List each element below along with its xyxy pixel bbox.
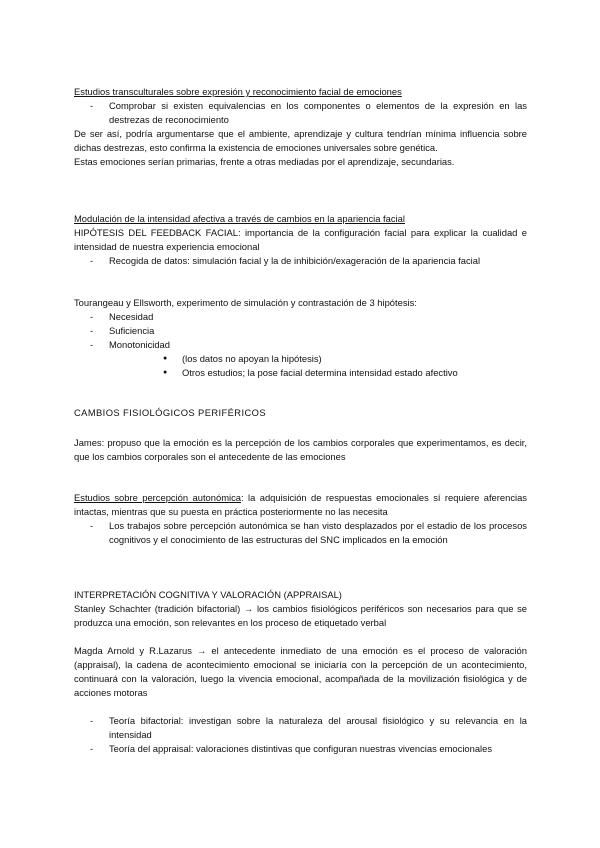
list-item: - Necesidad xyxy=(74,310,527,324)
autonomica-title: Estudios sobre percepción autonómica xyxy=(74,492,241,503)
paragraph-autonomica xyxy=(74,491,527,519)
paragraph-tourangeau: Tourangeau y Ellsworth, experimento de simulación y contrastación de 3 hipótesis: xyxy=(74,297,417,308)
paragraph-primary-emotions: Estas emociones serían primarias, frente a otras mediadas por el aprendizaje, secundarias. xyxy=(74,156,455,167)
section-tourangeau xyxy=(74,296,527,380)
section-heading-modulacion: Modulación de la intensidad afectiva a través de cambios en la apariencia facial xyxy=(74,213,405,224)
paragraph-universal-emotions: De ser así, podría argumentarse que el ambiente, aprendizaje y cultura tendrían mínima influencia sobre dichas destrezas, esto confirma la existencia de emociones universales sobre genética. xyxy=(74,128,527,153)
section-heading-fisiologicos: CAMBIOS FISIOLÓGICOS PERIFÉRICOS xyxy=(74,407,266,418)
list-item: - Teoría del appraisal: valoraciones distintivas que configuran nuestras vivencias emocionales xyxy=(74,742,527,756)
list-item: - Los trabajos sobre percepción autonómica se han visto desplazados por el estadio de los procesos cognitivos y el conocimiento de las estructuras del SNC implicados en la emoción xyxy=(74,519,527,547)
dash-list xyxy=(74,714,527,756)
list-item: ● Otros estudios; la pose facial determina intensidad estado afectivo xyxy=(74,366,527,380)
list-item: - Monotonicidad xyxy=(74,338,527,352)
section-transcultural xyxy=(74,85,527,169)
dash-list xyxy=(74,519,527,547)
autonomica-text: : la adquisición de respuestas emocionales sí requiere aferencias intactas, mientras que su puesta en práctica posteriormente no las necesita xyxy=(74,492,527,517)
dash-list xyxy=(74,254,527,268)
list-item: - Teoría bifactorial: investigan sobre la naturaleza del arousal fisiológico y su relevancia en la intensidad xyxy=(74,714,527,742)
section-heading-appraisal: INTERPRETACIÓN COGNITIVA Y VALORACIÓN (APPRAISAL) xyxy=(74,589,342,600)
section-feedback-facial xyxy=(74,212,527,268)
list-item: - Recogida de datos: simulación facial y la de inhibición/exageración de la apariencia facial xyxy=(74,254,527,268)
bullet-sublist xyxy=(74,352,527,380)
section-autonomica xyxy=(74,491,527,547)
section-appraisal xyxy=(74,588,527,630)
list-item: ● (los datos no apoyan la hipótesis) xyxy=(74,352,527,366)
list-item: - Suficiencia xyxy=(74,324,527,338)
paragraph-arnold-lazarus: Magda Arnold y R.Lazarus → el antecedente inmediato de una emoción es el proceso de valoración (appraisal), la cadena de acontecimiento emocional se iniciaría con la percepción de un acontecimiento, continuará con la valoración, luego la vivencia emocional, acompañada de la movilización fisiológica y de acciones motoras xyxy=(74,645,527,698)
paragraph-feedback-hypothesis: HIPÓTESIS DEL FEEDBACK FACIAL: importancia de la configuración facial para explicar la cualidad e intensidad de nuestra experiencia emocional xyxy=(74,227,527,252)
paragraph-schachter: Stanley Schachter (tradición bifactorial) → los cambios fisiológicos periféricos son necesarios para que se produzca una emoción, son relevantes en los proceso de etiquetado verbal xyxy=(74,603,527,628)
section-heading-transcultural: Estudios transculturales sobre expresión y reconocimiento facial de emociones xyxy=(74,86,402,97)
paragraph-james: James: propuso que la emoción es la percepción de los cambios corporales que experimentamos, es decir, que los cambios corporales son el antecedente de las emociones xyxy=(74,437,527,462)
list-item: - Comprobar si existen equivalencias en los componentes o elementos de la expresión en las destrezas de reconocimiento xyxy=(74,99,527,127)
dash-list xyxy=(74,99,527,127)
section-teorias xyxy=(74,714,527,756)
dash-list xyxy=(74,310,527,352)
